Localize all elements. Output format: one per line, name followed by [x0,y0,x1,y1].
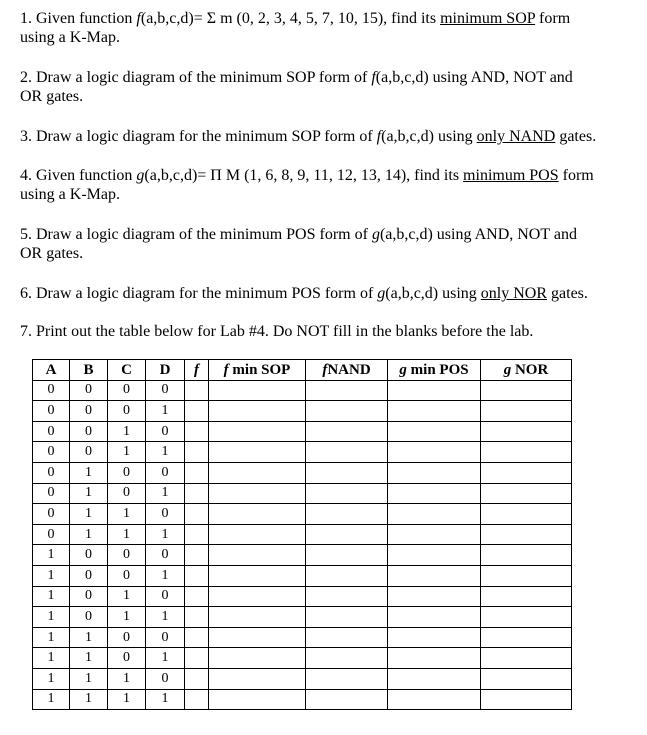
table-row [33,421,572,442]
cell-c: 0 [108,648,146,669]
cell-b: 0 [70,607,108,628]
blank-cell-f-min-sop[interactable] [209,380,306,401]
blank-cell-g-nor[interactable] [481,524,572,545]
q3-text-a: Draw a logic diagram for the minimum SOP form of [36,128,373,145]
q4-underline: minimum POS [463,167,559,184]
q6-underline: only NOR [480,285,548,302]
blank-cell-f-min-sop[interactable] [209,401,306,422]
table-row [33,545,572,566]
blank-cell-g-min-pos[interactable] [388,421,481,442]
cell-d: 0 [146,421,185,442]
blank-cell-f[interactable] [185,627,209,648]
blank-cell-f-min-sop[interactable] [209,504,306,525]
cell-a: 1 [33,689,70,710]
blank-cell-f[interactable] [185,607,209,628]
cell-b: 0 [70,401,108,422]
cell-c: 1 [108,504,146,525]
blank-cell-g-min-pos[interactable] [388,504,481,525]
blank-cell-f-min-sop[interactable] [209,524,306,545]
header-f-min-sop-f: f [223,361,229,378]
blank-cell-g-min-pos[interactable] [388,442,481,463]
blank-cell-f-nand[interactable] [306,483,388,504]
question-4 [20,166,631,204]
blank-cell-g-min-pos[interactable] [388,607,481,628]
cell-c: 1 [108,607,146,628]
cell-b: 1 [70,504,108,525]
cell-c: 0 [108,401,146,422]
question-6 [20,284,631,303]
cell-c: 1 [108,586,146,607]
blank-cell-f[interactable] [185,380,209,401]
cell-a: 1 [33,648,70,669]
truth-table [32,359,572,710]
cell-a: 1 [33,607,70,628]
blank-cell-f-min-sop[interactable] [209,442,306,463]
truth-table-header-row [33,360,572,381]
question-5 [20,225,631,263]
cell-d: 0 [146,504,185,525]
cell-d: 0 [146,380,185,401]
blank-cell-g-nor[interactable] [481,462,572,483]
cell-b: 0 [70,565,108,586]
q1-underline: minimum SOP [440,10,536,27]
blank-cell-f[interactable] [185,689,209,710]
cell-c: 1 [108,421,146,442]
header-g-min-pos [388,360,481,381]
blank-cell-f-nand[interactable] [306,462,388,483]
q4-text-b: (a,b,c,d)= Π M (1, 6, 8, 9, 11, 12, 13, 14), find its [144,167,460,184]
blank-cell-f-nand[interactable] [306,668,388,689]
header-f-nand-f: f [322,361,328,378]
cell-a: 1 [33,565,70,586]
blank-cell-f-min-sop[interactable] [209,462,306,483]
blank-cell-f-nand[interactable] [306,380,388,401]
q6-text-a: Draw a logic diagram for the minimum POS form of [36,285,374,302]
question-1 [20,9,631,47]
blank-cell-f[interactable] [185,421,209,442]
table-row [33,380,572,401]
cell-b: 0 [70,380,108,401]
cell-d: 1 [146,442,185,463]
cell-c: 0 [108,483,146,504]
table-row [33,504,572,525]
blank-cell-g-nor[interactable] [481,442,572,463]
cell-d: 0 [146,586,185,607]
blank-cell-f[interactable] [185,504,209,525]
q1-text-b: (a,b,c,d)= Σ m (0, 2, 3, 4, 5, 7, 10, 15), find its [140,10,437,27]
q3-underline: only NAND [476,128,556,145]
q6-gname: g [377,285,386,302]
blank-cell-f[interactable] [185,401,209,422]
q5-line2: OR gates. [20,245,84,262]
blank-cell-f-min-sop[interactable] [209,586,306,607]
cell-b: 0 [70,421,108,442]
blank-cell-f-min-sop[interactable] [209,607,306,628]
cell-a: 0 [33,401,70,422]
header-g-min-pos-label: min POS [410,361,469,378]
q2-text-a: Draw a logic diagram of the minimum SOP form of [36,69,368,86]
q4-number: 4. [20,167,32,184]
header-d: D [146,360,185,381]
q4-line2: using a K-Map. [20,186,120,203]
q5-text-b: (a,b,c,d) using AND, NOT and [379,226,577,243]
cell-c: 0 [108,627,146,648]
q6-text-c: gates. [551,285,588,302]
blank-cell-f-min-sop[interactable] [209,565,306,586]
cell-d: 0 [146,627,185,648]
header-f-nand-label: NAND [327,361,371,378]
blank-cell-f-nand[interactable] [306,401,388,422]
q1-text-c: form [539,10,571,27]
q4-text-c: form [562,167,594,184]
q3-text-c: gates. [559,128,597,145]
table-row [33,401,572,422]
blank-cell-g-min-pos[interactable] [388,380,481,401]
q1-line2: using a K-Map. [20,29,120,46]
blank-cell-f[interactable] [185,565,209,586]
table-row [33,524,572,545]
cell-a: 0 [33,504,70,525]
cell-b: 1 [70,483,108,504]
blank-cell-g-nor[interactable] [481,565,572,586]
header-f: f [185,360,209,381]
q7-text: Print out the table below for Lab #4. Do NOT fill in the blanks before the lab. [36,323,534,340]
blank-cell-f-min-sop[interactable] [209,421,306,442]
blank-cell-g-min-pos[interactable] [388,401,481,422]
blank-cell-g-min-pos[interactable] [388,586,481,607]
cell-b: 1 [70,627,108,648]
blank-cell-g-nor[interactable] [481,421,572,442]
header-g-nor-g: g [503,361,512,378]
blank-cell-g-min-pos[interactable] [388,545,481,566]
blank-cell-g-nor[interactable] [481,586,572,607]
q7-number: 7. [20,323,32,340]
blank-cell-g-nor[interactable] [481,689,572,710]
blank-cell-f-min-sop[interactable] [209,627,306,648]
header-b: B [70,360,108,381]
cell-c: 0 [108,380,146,401]
blank-cell-g-nor[interactable] [481,627,572,648]
q2-number: 2. [20,69,32,86]
table-row [33,442,572,463]
blank-cell-f-nand[interactable] [306,565,388,586]
q3-text-b: (a,b,c,d) using [381,128,473,145]
blank-cell-f-min-sop[interactable] [209,545,306,566]
cell-d: 1 [146,565,185,586]
blank-cell-f-min-sop[interactable] [209,483,306,504]
table-row [33,689,572,710]
cell-b: 1 [70,648,108,669]
blank-cell-f-nand[interactable] [306,421,388,442]
header-g-min-pos-g: g [399,361,407,378]
table-row [33,668,572,689]
blank-cell-g-min-pos[interactable] [388,627,481,648]
blank-cell-g-min-pos[interactable] [388,462,481,483]
table-row [33,648,572,669]
cell-a: 0 [33,462,70,483]
blank-cell-f[interactable] [185,545,209,566]
cell-d: 1 [146,648,185,669]
blank-cell-f-min-sop[interactable] [209,648,306,669]
cell-a: 1 [33,586,70,607]
blank-cell-f[interactable] [185,462,209,483]
header-g-nor [481,360,572,381]
q1-fname: f [136,10,141,27]
blank-cell-f[interactable] [185,483,209,504]
cell-c: 0 [108,565,146,586]
q1-text-a: Given function [36,10,133,27]
blank-cell-f[interactable] [185,668,209,689]
cell-a: 1 [33,627,70,648]
header-f-min-sop [209,360,306,381]
blank-cell-f-min-sop[interactable] [209,668,306,689]
cell-b: 1 [70,689,108,710]
q3-number: 3. [20,128,32,145]
blank-cell-f-nand[interactable] [306,442,388,463]
cell-d: 1 [146,607,185,628]
cell-d: 1 [146,689,185,710]
question-2 [20,68,631,106]
blank-cell-f-nand[interactable] [306,586,388,607]
blank-cell-g-min-pos[interactable] [388,483,481,504]
blank-cell-f-nand[interactable] [306,627,388,648]
blank-cell-f-nand[interactable] [306,689,388,710]
q5-text-a: Draw a logic diagram of the minimum POS form of [36,226,368,243]
cell-c: 1 [108,442,146,463]
cell-d: 0 [146,545,185,566]
cell-d: 0 [146,668,185,689]
cell-c: 0 [108,462,146,483]
q3-fname: f [376,128,382,145]
blank-cell-g-nor[interactable] [481,401,572,422]
blank-cell-g-nor[interactable] [481,648,572,669]
cell-c: 1 [108,668,146,689]
q2-line2: OR gates. [20,88,84,105]
cell-a: 1 [33,668,70,689]
q6-number: 6. [20,285,32,302]
header-c: C [108,360,146,381]
question-7 [20,322,631,341]
blank-cell-f-nand[interactable] [306,648,388,669]
q5-gname: g [371,226,380,243]
cell-d: 0 [146,462,185,483]
blank-cell-g-nor[interactable] [481,607,572,628]
q5-number: 5. [20,226,32,243]
blank-cell-f-nand[interactable] [306,607,388,628]
q6-text-b: (a,b,c,d) using [385,285,477,302]
table-row [33,483,572,504]
q2-fname: f [371,69,376,86]
table-row [33,607,572,628]
blank-cell-g-nor[interactable] [481,380,572,401]
cell-b: 1 [70,668,108,689]
blank-cell-g-nor[interactable] [481,545,572,566]
q4-gname: g [136,167,145,184]
cell-c: 1 [108,689,146,710]
cell-a: 0 [33,421,70,442]
cell-a: 0 [33,524,70,545]
q1-number: 1. [20,10,32,27]
blank-cell-f[interactable] [185,524,209,545]
cell-c: 0 [108,545,146,566]
blank-cell-g-nor[interactable] [481,668,572,689]
cell-a: 0 [33,380,70,401]
truth-table-body [33,380,572,710]
cell-a: 1 [33,545,70,566]
blank-cell-f[interactable] [185,442,209,463]
table-row [33,627,572,648]
blank-cell-g-min-pos[interactable] [388,689,481,710]
header-f-nand [306,360,388,381]
header-g-nor-label: NOR [514,361,549,378]
question-3 [20,127,631,146]
blank-cell-g-nor[interactable] [481,504,572,525]
blank-cell-f-nand[interactable] [306,524,388,545]
cell-a: 0 [33,442,70,463]
cell-a: 0 [33,483,70,504]
cell-b: 0 [70,545,108,566]
cell-d: 1 [146,401,185,422]
blank-cell-g-min-pos[interactable] [388,524,481,545]
cell-b: 0 [70,442,108,463]
table-row [33,586,572,607]
cell-d: 1 [146,524,185,545]
cell-b: 1 [70,462,108,483]
cell-b: 0 [70,586,108,607]
cell-c: 1 [108,524,146,545]
blank-cell-g-min-pos[interactable] [388,648,481,669]
table-row [33,462,572,483]
blank-cell-g-min-pos[interactable] [388,565,481,586]
cell-b: 1 [70,524,108,545]
blank-cell-f[interactable] [185,586,209,607]
blank-cell-f[interactable] [185,648,209,669]
q2-text-b: (a,b,c,d) using AND, NOT and [375,69,573,86]
blank-cell-f-nand[interactable] [306,504,388,525]
q4-text-a: Given function [36,167,133,184]
header-f-min-sop-label: min SOP [232,361,291,378]
blank-cell-g-nor[interactable] [481,483,572,504]
cell-d: 1 [146,483,185,504]
blank-cell-g-min-pos[interactable] [388,668,481,689]
table-row [33,565,572,586]
blank-cell-f-min-sop[interactable] [209,689,306,710]
header-a: A [33,360,70,381]
blank-cell-f-nand[interactable] [306,545,388,566]
